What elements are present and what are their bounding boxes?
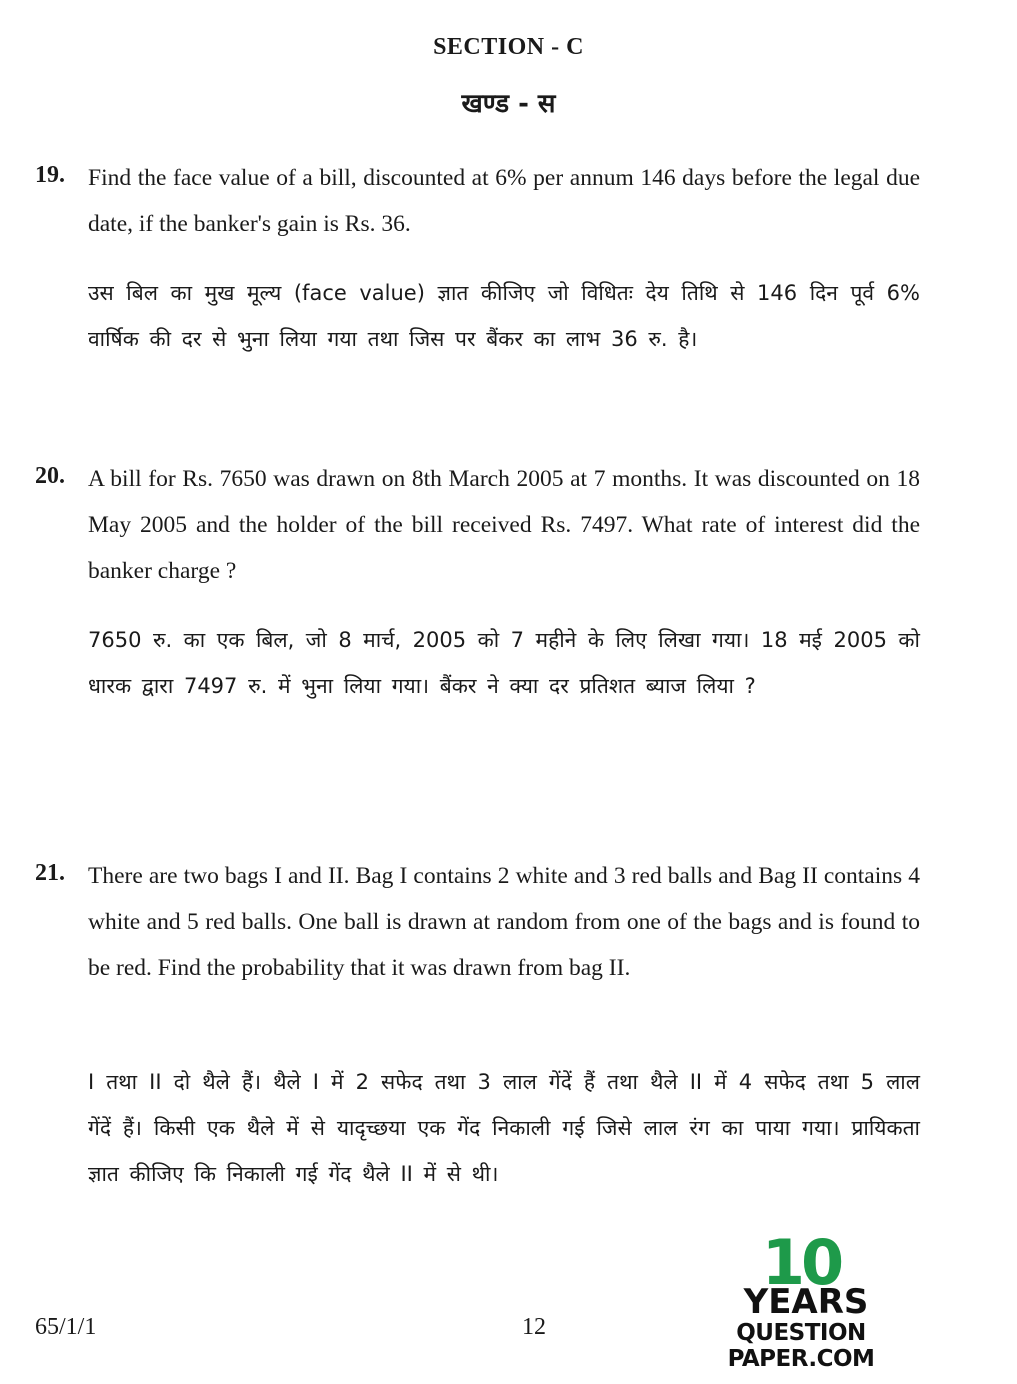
logo-word: YEARS [743,1282,869,1322]
section-title-english: SECTION - C [433,34,584,60]
section-title-hindi: खण्ड - स [461,89,556,119]
page-number: 12 [522,1314,546,1340]
question-20-text-english: A bill for Rs. 7650 was drawn on 8th March 2005 at 7 months. It was discounted on 18 May 2005 and the holder of the bill received Rs. 7497. What rate of interest did the banker charge ? [88,466,920,584]
question-21-text-hindi: I तथा II दो थैले हैं। थैले I में 2 सफेद तथा 3 लाल गेंदें हैं तथा थैले II में 4 सफेद तथा 5 लाल गेंदें हैं। किसी एक थैले में से यादृच्छया एक गेंद निकाली गई जिसे लाल रंग का पाया गया। प्रायिकता ज्ञात कीजिए कि निकाली गई गेंद थैले II में से थी। [88,1070,920,1186]
question-20-text-hindi: 7650 रु. का एक बिल, जो 8 मार्च, 2005 को 7 महीने के लिए लिखा गया। 18 मई 2005 को धारक द्वारा 7497 रु. में भुना लिया गया। बैंकर ने क्या दर प्रतिशत ब्याज लिया ? [88,628,920,698]
question-21-number: 21. [35,860,65,886]
question-19-text-hindi: उस बिल का मुख मूल्य (face value) ज्ञात कीजिए जो विधितः देय तिथि से 146 दिन पूर्व 6% वार्षिक की दर से भुना लिया गया तथा जिस पर बैंकर का लाभ 36 रु. है। [88,281,920,351]
site-logo [670,1226,932,1372]
question-19-text-english: Find the face value of a bill, discounted at 6% per annum 146 days before the legal due date, if the banker's gain is Rs. 36. [88,165,920,237]
question-21-text-english: There are two bags I and II. Bag I contains 2 white and 3 red balls and Bag II contains 4 white and 5 red balls. One ball is drawn at random from one of the bags and is found to be red. Find the probability that it was drawn from bag II. [88,863,920,981]
paper-code: 65/1/1 [35,1314,97,1340]
logo-site-name: QUESTION PAPER.COM [727,1320,875,1372]
question-19-number: 19. [35,162,65,188]
logo-number: 10 [761,1226,841,1299]
question-20-number: 20. [35,463,65,489]
